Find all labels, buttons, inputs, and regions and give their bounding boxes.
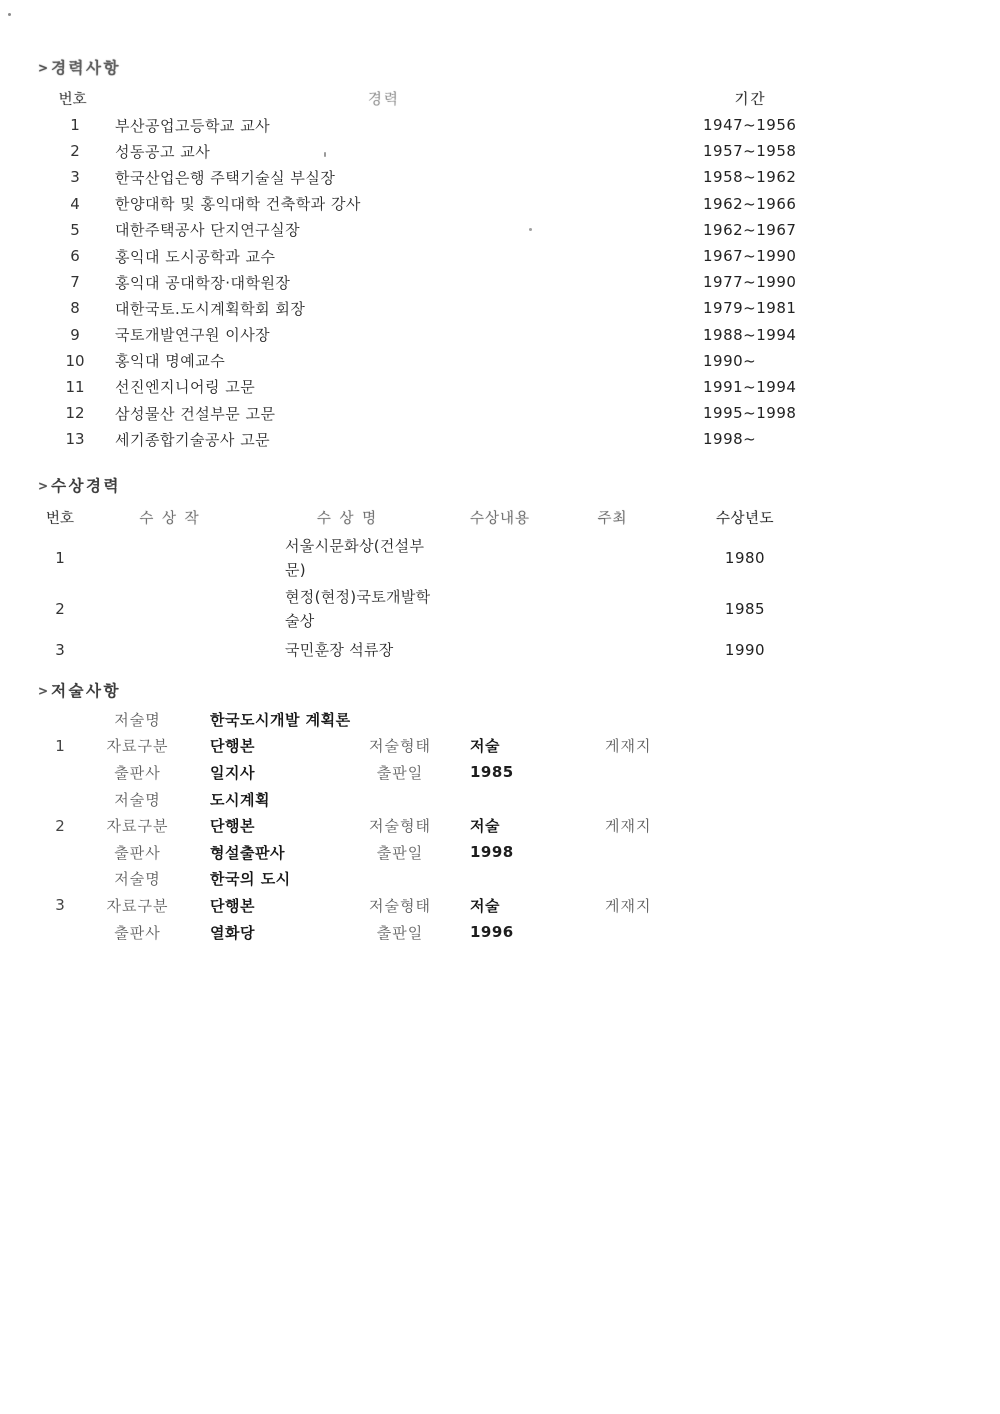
publication-journal-label: 게재지 xyxy=(605,817,652,836)
career-row xyxy=(40,191,930,217)
publication-publisher-row xyxy=(40,759,930,786)
career-row-period: 1957~1958 xyxy=(703,142,797,161)
award-row xyxy=(40,583,930,634)
award-row-name xyxy=(260,638,435,662)
publication-publisher-row xyxy=(40,919,930,946)
career-header-no: 번호 xyxy=(58,91,87,108)
award-row xyxy=(40,532,930,583)
career-row-text: 한양대학 및 홍익대학 건축학과 강사 xyxy=(115,195,361,214)
career-row-no: 5 xyxy=(70,220,80,239)
career-row-no: 12 xyxy=(65,404,85,423)
awards-table-header xyxy=(40,502,930,532)
award-row-year: 1985 xyxy=(724,599,766,618)
career-row-text: 홍익대 공대학장·대학원장 xyxy=(115,273,291,292)
publication-form-label: 저술형태 xyxy=(369,896,431,915)
career-row-no: 9 xyxy=(70,325,80,344)
career-row-text: 삼성물산 건설부문 고문 xyxy=(115,404,276,423)
career-row-no: 7 xyxy=(70,273,80,292)
award-row-name xyxy=(260,534,435,582)
award-row-no: 1 xyxy=(55,548,65,567)
awards-header-year: 수상년도 xyxy=(715,510,775,527)
career-row-period: 1990~ xyxy=(703,351,757,370)
career-header-period: 기간 xyxy=(734,91,767,108)
award-row-no: 2 xyxy=(55,599,65,618)
publication-type-value: 단행본 xyxy=(210,817,255,836)
publication-publisher-value: 일지사 xyxy=(210,763,255,782)
awards-header-no: 번호 xyxy=(45,510,74,527)
publication-title-label: 저술명 xyxy=(114,870,161,889)
career-row-period: 1958~1962 xyxy=(703,168,797,187)
publication-type-label: 자료구분 xyxy=(106,737,169,756)
publication-journal-label: 게재지 xyxy=(605,896,652,915)
publication-publisher-row xyxy=(40,839,930,866)
awards-header-host: 주최 xyxy=(597,510,628,527)
career-row-no: 13 xyxy=(65,430,85,449)
publication-journal-label: 게재지 xyxy=(605,737,652,756)
career-row-text: 대한국토.도시계획학회 회장 xyxy=(115,299,306,318)
career-row-period: 1962~1966 xyxy=(703,194,797,213)
award-row-year: 1990 xyxy=(724,640,766,659)
publication-type-label: 자료구분 xyxy=(106,817,169,836)
award-row-no: 3 xyxy=(55,640,65,659)
award-row-name xyxy=(260,585,435,633)
career-row xyxy=(40,164,930,190)
publication-title-value: 한국도시개발 계획론 xyxy=(210,710,351,729)
publication-title-label: 저술명 xyxy=(114,790,161,809)
career-row-no: 4 xyxy=(70,194,80,213)
award-name-text: 서울시문화상(건설부문) xyxy=(285,536,425,579)
awards-section-label: 수상경력 xyxy=(51,477,121,495)
career-section-title xyxy=(38,56,121,78)
award-row-year: 1980 xyxy=(724,548,766,567)
award-name-text: 국민훈장 석류장 xyxy=(285,640,394,659)
publications-section-title xyxy=(38,679,121,701)
publication-date-label: 출판일 xyxy=(376,923,424,942)
publication-publisher-value: 열화당 xyxy=(210,923,255,942)
publication-form-value: 저술 xyxy=(470,896,500,915)
career-row-no: 6 xyxy=(70,247,80,266)
career-row-text: 선진엔지니어링 고문 xyxy=(115,378,256,397)
career-row-no: 8 xyxy=(70,299,80,318)
publication-publisher-value: 형설출판사 xyxy=(210,843,285,862)
career-row xyxy=(40,243,930,269)
awards-header-content: 수상내용 xyxy=(469,510,531,527)
award-row xyxy=(40,634,930,665)
career-row xyxy=(40,295,930,321)
career-row xyxy=(40,112,930,138)
publication-no: 1 xyxy=(55,736,65,755)
publication-no: 2 xyxy=(55,816,65,835)
career-row xyxy=(40,426,930,452)
publication-date-label: 출판일 xyxy=(376,843,424,862)
section-marker-icon: > xyxy=(38,61,49,75)
career-row-text: 세기종합기술공사 고문 xyxy=(115,430,271,449)
career-row-period: 1947~1956 xyxy=(703,116,797,135)
publication-form-value: 저술 xyxy=(470,817,500,836)
publication-form-label: 저술형태 xyxy=(369,737,431,756)
publication-title-row xyxy=(40,706,930,733)
career-row-period: 1979~1981 xyxy=(703,299,797,318)
publication-form-label: 저술형태 xyxy=(369,817,431,836)
publication-type-value: 단행본 xyxy=(210,896,255,915)
career-row xyxy=(40,322,930,348)
career-row-text: 대한주택공사 단지연구실장 xyxy=(115,221,301,240)
scan-artifact-dot xyxy=(8,13,11,16)
publication-title-value: 도시계획 xyxy=(210,790,270,809)
awards-table xyxy=(40,502,930,665)
career-row-text: 국토개발연구원 이사장 xyxy=(115,326,271,345)
awards-header-work: 수 상 작 xyxy=(139,510,201,527)
career-row-period: 1962~1967 xyxy=(703,220,797,239)
career-row-period: 1977~1990 xyxy=(703,273,797,292)
career-row-text: 성동공고 교사 xyxy=(115,142,211,161)
career-row-period: 1967~1990 xyxy=(703,247,797,266)
publication-type-row xyxy=(40,733,930,760)
publications-table xyxy=(40,706,930,945)
career-row-period: 1988~1994 xyxy=(703,325,797,344)
career-row-text: 홍익대 명예교수 xyxy=(115,352,226,371)
publication-date-label: 출판일 xyxy=(376,763,424,782)
career-row-no: 3 xyxy=(70,168,80,187)
career-row-no: 11 xyxy=(65,377,85,396)
section-marker-icon: > xyxy=(38,684,49,698)
career-row-text: 홍익대 도시공학과 교수 xyxy=(115,247,276,266)
publication-publisher-label: 출판사 xyxy=(114,843,161,862)
publication-type-value: 단행본 xyxy=(210,737,255,756)
publication-type-row xyxy=(40,812,930,839)
career-row-no: 2 xyxy=(70,142,80,161)
publication-title-row xyxy=(40,786,930,813)
publication-type-label: 자료구분 xyxy=(106,896,169,915)
publication-publisher-label: 출판사 xyxy=(114,763,161,782)
career-row xyxy=(40,217,930,243)
career-row xyxy=(40,374,930,400)
career-row-period: 1991~1994 xyxy=(703,377,797,396)
publication-title-label: 저술명 xyxy=(114,710,161,729)
career-section-label: 경력사항 xyxy=(51,59,121,77)
career-row-text: 부산공업고등학교 교사 xyxy=(115,116,271,135)
career-table-header xyxy=(40,84,930,112)
publications-section-label: 저술사항 xyxy=(51,682,121,700)
career-table xyxy=(40,84,930,452)
publication-date-value: 1996 xyxy=(470,923,514,942)
publication-date-value: 1985 xyxy=(470,763,514,782)
publication-type-row xyxy=(40,892,930,919)
awards-header-name: 수 상 명 xyxy=(316,510,379,527)
career-row-period: 1998~ xyxy=(703,430,757,449)
career-row xyxy=(40,269,930,295)
publication-date-value: 1998 xyxy=(470,843,514,862)
publication-form-value: 저술 xyxy=(470,737,500,756)
career-header-career: 경력 xyxy=(367,91,400,108)
career-row xyxy=(40,348,930,374)
career-row-no: 1 xyxy=(70,116,80,135)
career-row xyxy=(40,138,930,164)
career-row-text: 한국산업은행 주택기술실 부실장 xyxy=(115,168,336,187)
publication-title-value: 한국의 도시 xyxy=(210,870,291,889)
award-name-text: 현정(현정)국토개발학술상 xyxy=(285,587,431,630)
career-row-period: 1995~1998 xyxy=(703,404,797,423)
career-row-no: 10 xyxy=(65,351,85,370)
publication-no: 3 xyxy=(55,896,65,915)
publication-publisher-label: 출판사 xyxy=(114,923,161,942)
section-marker-icon: > xyxy=(38,479,49,493)
publication-title-row xyxy=(40,866,930,893)
awards-section-title xyxy=(38,474,121,496)
career-row xyxy=(40,400,930,426)
